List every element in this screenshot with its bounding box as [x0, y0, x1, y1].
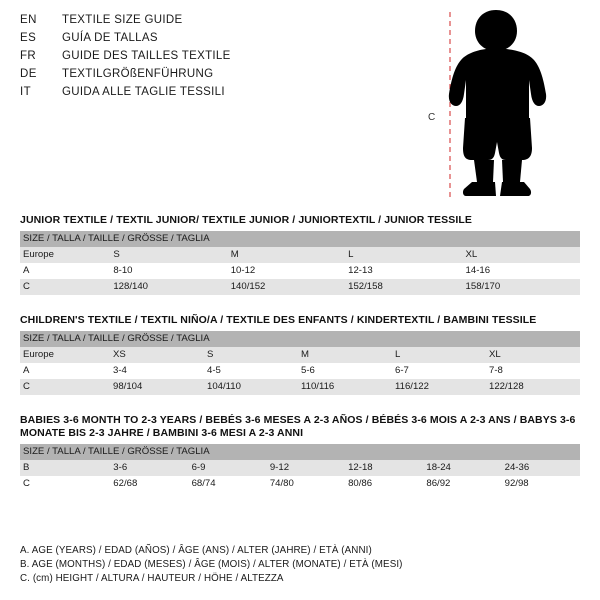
- cell: C: [20, 279, 110, 295]
- cell: 98/104: [110, 379, 204, 395]
- cell: 7-8: [486, 363, 580, 379]
- cell: 158/170: [463, 279, 580, 295]
- section-title-childrens: CHILDREN'S TEXTILE / TEXTIL NIÑO/A / TEXTILE DES ENFANTS / KINDERTEXTIL / BAMBINI TESSILE: [20, 314, 537, 326]
- cell: 12-13: [345, 263, 462, 279]
- header-title-es: GUÍA DE TALLAS: [62, 32, 158, 44]
- cell: 116/122: [392, 379, 486, 395]
- table-row: [20, 247, 580, 263]
- legend-line-c: C. (cm) HEIGHT / ALTURA / HAUTEUR / HÖHE / ALTEZZA: [20, 573, 284, 584]
- section-title-babies: BABIES 3-6 MONTH TO 2-3 YEARS / BEBÉS 3-6 MESES A 2-3 AÑOS / BÉBÉS 3-6 MOIS A 2-3 ANS / BABYS 3-6 MONATE BIS 2-3 JAHRE / BAMBINI 3-6 MESI A 2-3 ANNI: [20, 414, 576, 439]
- cell: 128/140: [110, 279, 227, 295]
- cell: XS: [110, 347, 204, 363]
- section-babies-textile: [20, 414, 580, 492]
- size-band-label-babies: SIZE / TALLA / TAILLE / GRÖSSE / TAGLIA: [20, 444, 580, 460]
- cell: L: [392, 347, 486, 363]
- measure-label-c: C: [428, 112, 436, 123]
- cell: 14-16: [463, 263, 580, 279]
- cell: B: [20, 460, 110, 476]
- cell: M: [228, 247, 345, 263]
- header-title-it: GUIDA ALLE TAGLIE TESSILI: [62, 86, 225, 98]
- cell: 24-36: [502, 460, 580, 476]
- header-row-en: [20, 14, 440, 32]
- cell: 12-18: [345, 460, 423, 476]
- cell: S: [110, 247, 227, 263]
- cell: XL: [486, 347, 580, 363]
- cell: 3-6: [110, 460, 188, 476]
- cell: 5-6: [298, 363, 392, 379]
- section-childrens-textile: [20, 314, 580, 395]
- cell: A: [20, 363, 110, 379]
- size-band-label-junior: SIZE / TALLA / TAILLE / GRÖSSE / TAGLIA: [20, 231, 580, 247]
- table-row: [20, 379, 580, 395]
- language-code-es: ES: [20, 32, 37, 44]
- language-code-en: EN: [20, 14, 37, 26]
- cell: A: [20, 263, 110, 279]
- cell: C: [20, 379, 110, 395]
- header-title-de: TEXTILGRÖßENFÜHRUNG: [62, 68, 214, 80]
- legend-line-a: A. AGE (YEARS) / EDAD (AÑOS) / ÂGE (ANS) / ALTER (JAHRE) / ETÀ (ANNI): [20, 545, 372, 556]
- table-row: [20, 363, 580, 379]
- header-title-en: TEXTILE SIZE GUIDE: [62, 14, 183, 26]
- header-row-de: [20, 68, 440, 86]
- header-row-it: [20, 86, 440, 104]
- legend-line-b: B. AGE (MONTHS) / EDAD (MESES) / ÂGE (MOIS) / ALTER (MONATE) / ETÀ (MESI): [20, 559, 403, 570]
- table-junior: [20, 231, 580, 295]
- size-band-label-childrens: SIZE / TALLA / TAILLE / GRÖSSE / TAGLIA: [20, 331, 580, 347]
- table-row: [20, 444, 580, 460]
- cell: Europe: [20, 247, 110, 263]
- cell: 104/110: [204, 379, 298, 395]
- child-silhouette-figure: [428, 6, 586, 206]
- cell: M: [298, 347, 392, 363]
- table-row: [20, 331, 580, 347]
- cell: Europe: [20, 347, 110, 363]
- cell: 6-7: [392, 363, 486, 379]
- cell: C: [20, 476, 110, 492]
- header: [20, 14, 440, 104]
- cell: S: [204, 347, 298, 363]
- table-row: [20, 460, 580, 476]
- table-row: [20, 347, 580, 363]
- language-code-it: IT: [20, 86, 32, 98]
- cell: 140/152: [228, 279, 345, 295]
- cell: 86/92: [423, 476, 501, 492]
- language-code-fr: FR: [20, 50, 37, 62]
- cell: 110/116: [298, 379, 392, 395]
- cell: 74/80: [267, 476, 345, 492]
- cell: 10-12: [228, 263, 345, 279]
- cell: 80/86: [345, 476, 423, 492]
- table-row: [20, 231, 580, 247]
- table-row: [20, 263, 580, 279]
- language-code-de: DE: [20, 68, 37, 80]
- cell: 18-24: [423, 460, 501, 476]
- table-babies: [20, 444, 580, 492]
- cell: 92/98: [502, 476, 580, 492]
- header-title-fr: GUIDE DES TAILLES TEXTILE: [62, 50, 231, 62]
- header-row-es: [20, 32, 440, 50]
- cell: 4-5: [204, 363, 298, 379]
- cell: 62/68: [110, 476, 188, 492]
- cell: 122/128: [486, 379, 580, 395]
- cell: XL: [463, 247, 580, 263]
- table-row: [20, 279, 580, 295]
- cell: 3-4: [110, 363, 204, 379]
- cell: 6-9: [189, 460, 267, 476]
- header-row-fr: [20, 50, 440, 68]
- cell: 68/74: [189, 476, 267, 492]
- section-junior-textile: [20, 214, 580, 295]
- silhouette-shape: [449, 10, 546, 196]
- section-title-junior: JUNIOR TEXTILE / TEXTIL JUNIOR/ TEXTILE JUNIOR / JUNIORTEXTIL / JUNIOR TESSILE: [20, 214, 472, 226]
- legend: [20, 544, 580, 586]
- cell: 9-12: [267, 460, 345, 476]
- cell: 8-10: [110, 263, 227, 279]
- table-row: [20, 476, 580, 492]
- cell: L: [345, 247, 462, 263]
- table-childrens: [20, 331, 580, 395]
- cell: 152/158: [345, 279, 462, 295]
